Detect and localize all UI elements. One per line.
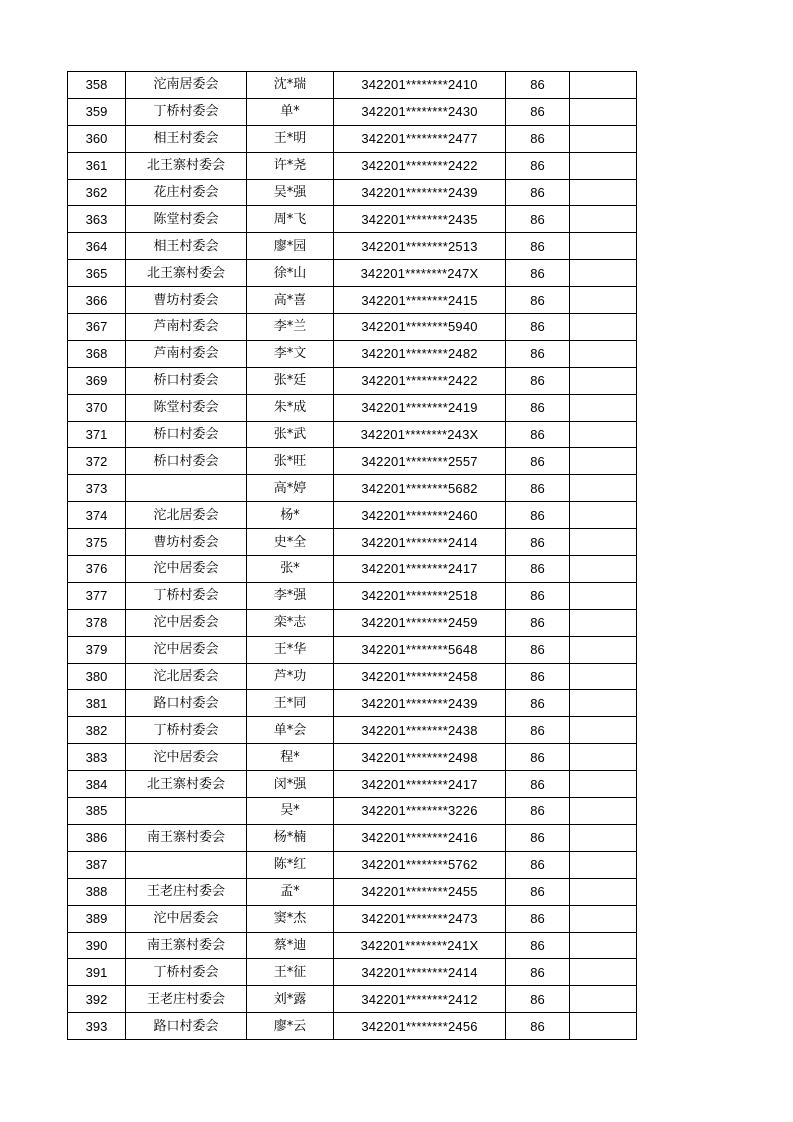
committee-cell: 沱南居委会 (126, 72, 247, 99)
committee-cell: 芦南村委会 (126, 314, 247, 341)
score-cell: 86 (506, 798, 570, 825)
table-row (68, 206, 637, 233)
remark-cell (570, 851, 637, 878)
remark-cell (570, 986, 637, 1013)
remark-cell (570, 72, 637, 99)
committee-cell: 丁桥村委会 (126, 98, 247, 125)
remark-cell (570, 824, 637, 851)
table-row (68, 179, 637, 206)
id-number-cell: 342201********2518 (334, 582, 506, 609)
table-row (68, 744, 637, 771)
committee-cell: 沱中居委会 (126, 609, 247, 636)
score-cell: 86 (506, 1013, 570, 1040)
id-number-cell: 342201********2417 (334, 556, 506, 583)
committee-cell: 沱北居委会 (126, 502, 247, 529)
person-name-cell: 杨* (247, 502, 334, 529)
row-number-cell: 386 (68, 824, 126, 851)
person-name-cell: 李*强 (247, 582, 334, 609)
id-number-cell: 342201********2473 (334, 905, 506, 932)
row-number-cell: 369 (68, 367, 126, 394)
remark-cell (570, 717, 637, 744)
score-cell: 86 (506, 394, 570, 421)
committee-cell: 相王村委会 (126, 233, 247, 260)
id-number-cell: 342201********2482 (334, 340, 506, 367)
score-cell: 86 (506, 367, 570, 394)
committee-cell: 沱中居委会 (126, 636, 247, 663)
table-row (68, 824, 637, 851)
person-name-cell: 李*文 (247, 340, 334, 367)
person-name-cell: 张*武 (247, 421, 334, 448)
id-number-cell: 342201********2498 (334, 744, 506, 771)
table-row (68, 529, 637, 556)
committee-cell: 曹坊村委会 (126, 287, 247, 314)
person-name-cell: 李*兰 (247, 314, 334, 341)
person-name-cell: 窦*杰 (247, 905, 334, 932)
score-cell: 86 (506, 717, 570, 744)
committee-cell: 沱北居委会 (126, 663, 247, 690)
remark-cell (570, 233, 637, 260)
remark-cell (570, 905, 637, 932)
score-cell: 86 (506, 125, 570, 152)
person-name-cell: 杨*楠 (247, 824, 334, 851)
score-cell: 86 (506, 287, 570, 314)
remark-cell (570, 609, 637, 636)
committee-cell (126, 851, 247, 878)
committee-cell: 沱中居委会 (126, 744, 247, 771)
table-row (68, 340, 637, 367)
remark-cell (570, 98, 637, 125)
remark-cell (570, 314, 637, 341)
person-name-cell: 朱*成 (247, 394, 334, 421)
row-number-cell: 378 (68, 609, 126, 636)
table-row (68, 878, 637, 905)
score-cell: 86 (506, 475, 570, 502)
person-name-cell: 张*旺 (247, 448, 334, 475)
row-number-cell: 375 (68, 529, 126, 556)
table-row (68, 905, 637, 932)
score-cell: 86 (506, 98, 570, 125)
row-number-cell: 389 (68, 905, 126, 932)
committee-cell: 桥口村委会 (126, 367, 247, 394)
remark-cell (570, 798, 637, 825)
id-number-cell: 342201********243X (334, 421, 506, 448)
id-number-cell: 342201********2458 (334, 663, 506, 690)
committee-cell: 陈堂村委会 (126, 394, 247, 421)
id-number-cell: 342201********2438 (334, 717, 506, 744)
row-number-cell: 367 (68, 314, 126, 341)
id-number-cell: 342201********2414 (334, 959, 506, 986)
committee-cell: 曹坊村委会 (126, 529, 247, 556)
person-name-cell: 张* (247, 556, 334, 583)
committee-cell: 沱中居委会 (126, 556, 247, 583)
id-number-cell: 342201********2422 (334, 367, 506, 394)
score-cell: 86 (506, 448, 570, 475)
id-number-cell: 342201********2416 (334, 824, 506, 851)
id-number-cell: 342201********5762 (334, 851, 506, 878)
committee-cell: 北王寨村委会 (126, 152, 247, 179)
id-number-cell: 342201********2460 (334, 502, 506, 529)
table-row (68, 314, 637, 341)
committee-cell: 北王寨村委会 (126, 260, 247, 287)
table-row (68, 287, 637, 314)
committee-cell: 王老庄村委会 (126, 878, 247, 905)
row-number-cell: 374 (68, 502, 126, 529)
row-number-cell: 377 (68, 582, 126, 609)
score-cell: 86 (506, 152, 570, 179)
row-number-cell: 370 (68, 394, 126, 421)
row-number-cell: 359 (68, 98, 126, 125)
score-cell: 86 (506, 340, 570, 367)
person-name-cell: 孟* (247, 878, 334, 905)
committee-cell: 王老庄村委会 (126, 986, 247, 1013)
id-number-cell: 342201********2439 (334, 179, 506, 206)
score-cell: 86 (506, 556, 570, 583)
remark-cell (570, 959, 637, 986)
table-row (68, 502, 637, 529)
person-name-cell: 王*明 (247, 125, 334, 152)
table-row (68, 394, 637, 421)
committee-cell (126, 475, 247, 502)
committee-cell: 丁桥村委会 (126, 959, 247, 986)
table-row (68, 986, 637, 1013)
row-number-cell: 360 (68, 125, 126, 152)
row-number-cell: 373 (68, 475, 126, 502)
person-name-cell: 陈*红 (247, 851, 334, 878)
table-row (68, 959, 637, 986)
table-row (68, 609, 637, 636)
committee-cell: 南王寨村委会 (126, 824, 247, 851)
remark-cell (570, 340, 637, 367)
id-number-cell: 342201********2435 (334, 206, 506, 233)
row-number-cell: 390 (68, 932, 126, 959)
id-number-cell: 342201********247X (334, 260, 506, 287)
remark-cell (570, 932, 637, 959)
remark-cell (570, 771, 637, 798)
row-number-cell: 363 (68, 206, 126, 233)
row-number-cell: 392 (68, 986, 126, 1013)
row-number-cell: 380 (68, 663, 126, 690)
remark-cell (570, 502, 637, 529)
committee-cell: 路口村委会 (126, 690, 247, 717)
row-number-cell: 376 (68, 556, 126, 583)
table-row (68, 932, 637, 959)
row-number-cell: 382 (68, 717, 126, 744)
person-name-cell: 栾*志 (247, 609, 334, 636)
person-name-cell: 张*廷 (247, 367, 334, 394)
remark-cell (570, 287, 637, 314)
table-row (68, 798, 637, 825)
score-cell: 86 (506, 421, 570, 448)
person-name-cell: 吴*强 (247, 179, 334, 206)
committee-cell: 相王村委会 (126, 125, 247, 152)
id-number-cell: 342201********5682 (334, 475, 506, 502)
table-row (68, 72, 637, 99)
person-name-cell: 高*喜 (247, 287, 334, 314)
committee-cell: 花庄村委会 (126, 179, 247, 206)
committee-cell: 南王寨村委会 (126, 932, 247, 959)
id-number-cell: 342201********3226 (334, 798, 506, 825)
row-number-cell: 383 (68, 744, 126, 771)
table-row (68, 448, 637, 475)
id-number-cell: 342201********2410 (334, 72, 506, 99)
person-name-cell: 廖*园 (247, 233, 334, 260)
row-number-cell: 361 (68, 152, 126, 179)
person-name-cell: 闵*强 (247, 771, 334, 798)
id-number-cell: 342201********2419 (334, 394, 506, 421)
person-name-cell: 吴* (247, 798, 334, 825)
score-cell: 86 (506, 690, 570, 717)
table-row (68, 1013, 637, 1040)
person-name-cell: 单*会 (247, 717, 334, 744)
id-number-cell: 342201********5940 (334, 314, 506, 341)
remark-cell (570, 582, 637, 609)
person-name-cell: 徐*山 (247, 260, 334, 287)
remark-cell (570, 421, 637, 448)
table-row (68, 690, 637, 717)
score-cell: 86 (506, 959, 570, 986)
remark-cell (570, 260, 637, 287)
row-number-cell: 372 (68, 448, 126, 475)
remark-cell (570, 556, 637, 583)
committee-cell (126, 798, 247, 825)
id-number-cell: 342201********5648 (334, 636, 506, 663)
remark-cell (570, 179, 637, 206)
table-row (68, 636, 637, 663)
score-cell: 86 (506, 986, 570, 1013)
score-cell: 86 (506, 582, 570, 609)
person-name-cell: 芦*功 (247, 663, 334, 690)
table-row (68, 582, 637, 609)
remark-cell (570, 690, 637, 717)
score-cell: 86 (506, 179, 570, 206)
id-number-cell: 342201********2415 (334, 287, 506, 314)
person-name-cell: 周*飞 (247, 206, 334, 233)
row-number-cell: 365 (68, 260, 126, 287)
person-name-cell: 王*华 (247, 636, 334, 663)
committee-cell: 芦南村委会 (126, 340, 247, 367)
records-table-body (68, 72, 637, 1040)
committee-cell: 丁桥村委会 (126, 582, 247, 609)
row-number-cell: 384 (68, 771, 126, 798)
row-number-cell: 371 (68, 421, 126, 448)
table-row (68, 233, 637, 260)
score-cell: 86 (506, 824, 570, 851)
row-number-cell: 387 (68, 851, 126, 878)
table-row (68, 851, 637, 878)
row-number-cell: 358 (68, 72, 126, 99)
person-name-cell: 刘*露 (247, 986, 334, 1013)
remark-cell (570, 1013, 637, 1040)
person-name-cell: 蔡*迪 (247, 932, 334, 959)
row-number-cell: 385 (68, 798, 126, 825)
person-name-cell: 单* (247, 98, 334, 125)
table-row (68, 421, 637, 448)
remark-cell (570, 744, 637, 771)
score-cell: 86 (506, 905, 570, 932)
committee-cell: 北王寨村委会 (126, 771, 247, 798)
score-cell: 86 (506, 932, 570, 959)
score-cell: 86 (506, 744, 570, 771)
remark-cell (570, 367, 637, 394)
committee-cell: 丁桥村委会 (126, 717, 247, 744)
id-number-cell: 342201********2459 (334, 609, 506, 636)
table-row (68, 152, 637, 179)
score-cell: 86 (506, 771, 570, 798)
committee-cell: 桥口村委会 (126, 448, 247, 475)
remark-cell (570, 529, 637, 556)
table-row (68, 125, 637, 152)
row-number-cell: 388 (68, 878, 126, 905)
id-number-cell: 342201********2456 (334, 1013, 506, 1040)
id-number-cell: 342201********2430 (334, 98, 506, 125)
score-cell: 86 (506, 206, 570, 233)
id-number-cell: 342201********2422 (334, 152, 506, 179)
row-number-cell: 366 (68, 287, 126, 314)
score-cell: 86 (506, 502, 570, 529)
table-row (68, 717, 637, 744)
person-name-cell: 沈*瑞 (247, 72, 334, 99)
remark-cell (570, 448, 637, 475)
id-number-cell: 342201********241X (334, 932, 506, 959)
row-number-cell: 391 (68, 959, 126, 986)
row-number-cell: 364 (68, 233, 126, 260)
row-number-cell: 381 (68, 690, 126, 717)
score-cell: 86 (506, 636, 570, 663)
table-row (68, 771, 637, 798)
person-name-cell: 高*婷 (247, 475, 334, 502)
id-number-cell: 342201********2557 (334, 448, 506, 475)
remark-cell (570, 152, 637, 179)
remark-cell (570, 394, 637, 421)
id-number-cell: 342201********2417 (334, 771, 506, 798)
table-row (68, 260, 637, 287)
remark-cell (570, 878, 637, 905)
remark-cell (570, 206, 637, 233)
score-cell: 86 (506, 851, 570, 878)
table-row (68, 663, 637, 690)
person-name-cell: 史*全 (247, 529, 334, 556)
table-row (68, 367, 637, 394)
id-number-cell: 342201********2513 (334, 233, 506, 260)
committee-cell: 桥口村委会 (126, 421, 247, 448)
person-name-cell: 廖*云 (247, 1013, 334, 1040)
committee-cell: 路口村委会 (126, 1013, 247, 1040)
records-table (67, 71, 637, 1040)
row-number-cell: 379 (68, 636, 126, 663)
row-number-cell: 368 (68, 340, 126, 367)
table-row (68, 98, 637, 125)
score-cell: 86 (506, 260, 570, 287)
person-name-cell: 王*征 (247, 959, 334, 986)
person-name-cell: 王*同 (247, 690, 334, 717)
score-cell: 86 (506, 314, 570, 341)
row-number-cell: 362 (68, 179, 126, 206)
id-number-cell: 342201********2455 (334, 878, 506, 905)
id-number-cell: 342201********2412 (334, 986, 506, 1013)
committee-cell: 陈堂村委会 (126, 206, 247, 233)
remark-cell (570, 663, 637, 690)
score-cell: 86 (506, 609, 570, 636)
score-cell: 86 (506, 233, 570, 260)
score-cell: 86 (506, 663, 570, 690)
person-name-cell: 程* (247, 744, 334, 771)
remark-cell (570, 636, 637, 663)
id-number-cell: 342201********2477 (334, 125, 506, 152)
person-name-cell: 许*尧 (247, 152, 334, 179)
id-number-cell: 342201********2414 (334, 529, 506, 556)
row-number-cell: 393 (68, 1013, 126, 1040)
committee-cell: 沱中居委会 (126, 905, 247, 932)
remark-cell (570, 125, 637, 152)
score-cell: 86 (506, 878, 570, 905)
id-number-cell: 342201********2439 (334, 690, 506, 717)
remark-cell (570, 475, 637, 502)
score-cell: 86 (506, 529, 570, 556)
score-cell: 86 (506, 72, 570, 99)
table-row (68, 475, 637, 502)
table-row (68, 556, 637, 583)
